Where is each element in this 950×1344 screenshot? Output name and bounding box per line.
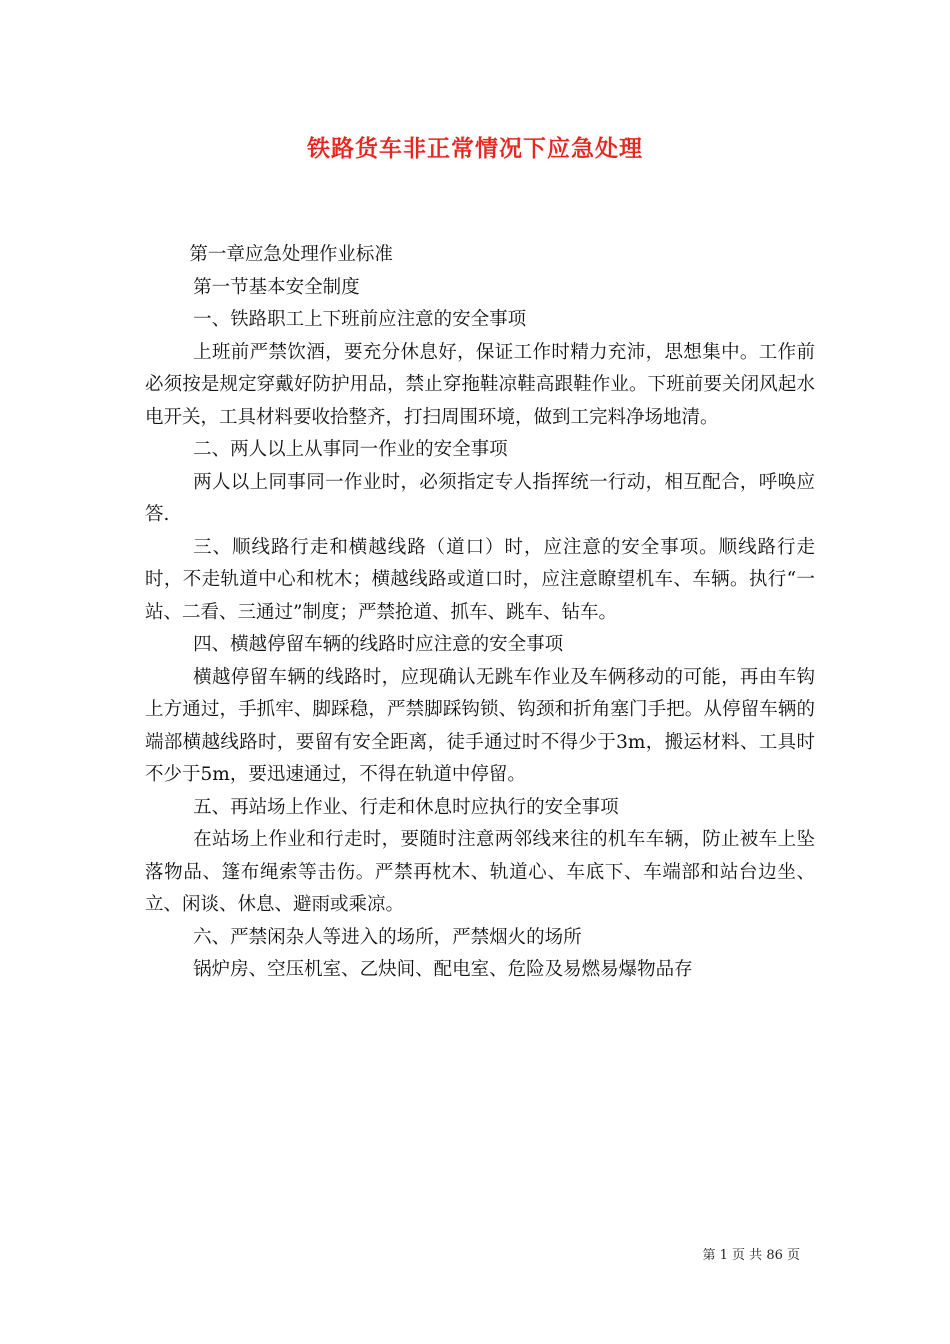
document-title: 铁路货车非正常情况下应急处理 [307,135,643,162]
item-heading-5: 五、再站场上作业、行走和休息时应执行的安全事项 [193,796,619,818]
item-heading-4: 四、横越停留车辆的线路时应注意的安全事项 [193,634,564,655]
item-heading-2: 二、两人以上从事同一作业的安全事项 [193,439,508,460]
section-heading: 第一节基本安全制度 [193,276,360,298]
document-body [145,239,815,987]
page-number-footer: 第 1 页 共 86 页 [702,1248,800,1263]
item-body-6: 锅炉房、空压机室、乙炔间、配电室、危险及易燃易爆物品存 [193,959,693,980]
item-body-4: 横越停留车辆的线路时，应现确认无跳车作业及车俩移动的可能，再由车钩上方通过，手抓牢、脚踩稳，严禁脚踩钩锁、钩颈和折角塞门手把。从停留车辆的端部横越线路时，要留有安全距离，徒手通过时不得少于3m，搬运材料、工具时不少于5m，要迅速通过，不得在轨道中停留。 [145,666,815,785]
item-body-1: 上班前严禁饮酒，要充分休息好，保证工作时精力充沛，思想集中。工作前必须按是规定穿戴好防护用品，禁止穿拖鞋凉鞋高跟鞋作业。下班前要关闭风起水电开关，工具材料要收拾整齐，打扫周围环境，做到工完料净场地清。 [145,341,815,428]
item-heading-6: 六、严禁闲杂人等进入的场所，严禁烟火的场所 [193,926,582,948]
item-body-2: 两人以上同事同一作业时，必须指定专人指挥统一行动，相互配合，呼唤应答. [145,471,815,525]
chapter-heading: 第一章应急处理作业标准 [189,244,393,265]
item-3-paragraph: 三、顺线路行走和横越线路（道口）时，应注意的安全事项。顺线路行走时，不走轨道中心和枕木；横越线路或道口时，应注意瞭望机车、车辆。执行“一站、二看、三通过”制度；严禁抢道、抓车、跳车、钻车。 [145,536,815,623]
item-body-5: 在站场上作业和行走时，要随时注意两邻线来往的机车车辆，防止被车上坠落物品、篷布绳索等击伤。严禁再枕木、轨道心、车底下、车端部和站台边坐、立、闲谈、休息、避雨或乘凉。 [145,829,815,915]
item-heading-1: 一、铁路职工上下班前应注意的安全事项 [193,309,527,330]
